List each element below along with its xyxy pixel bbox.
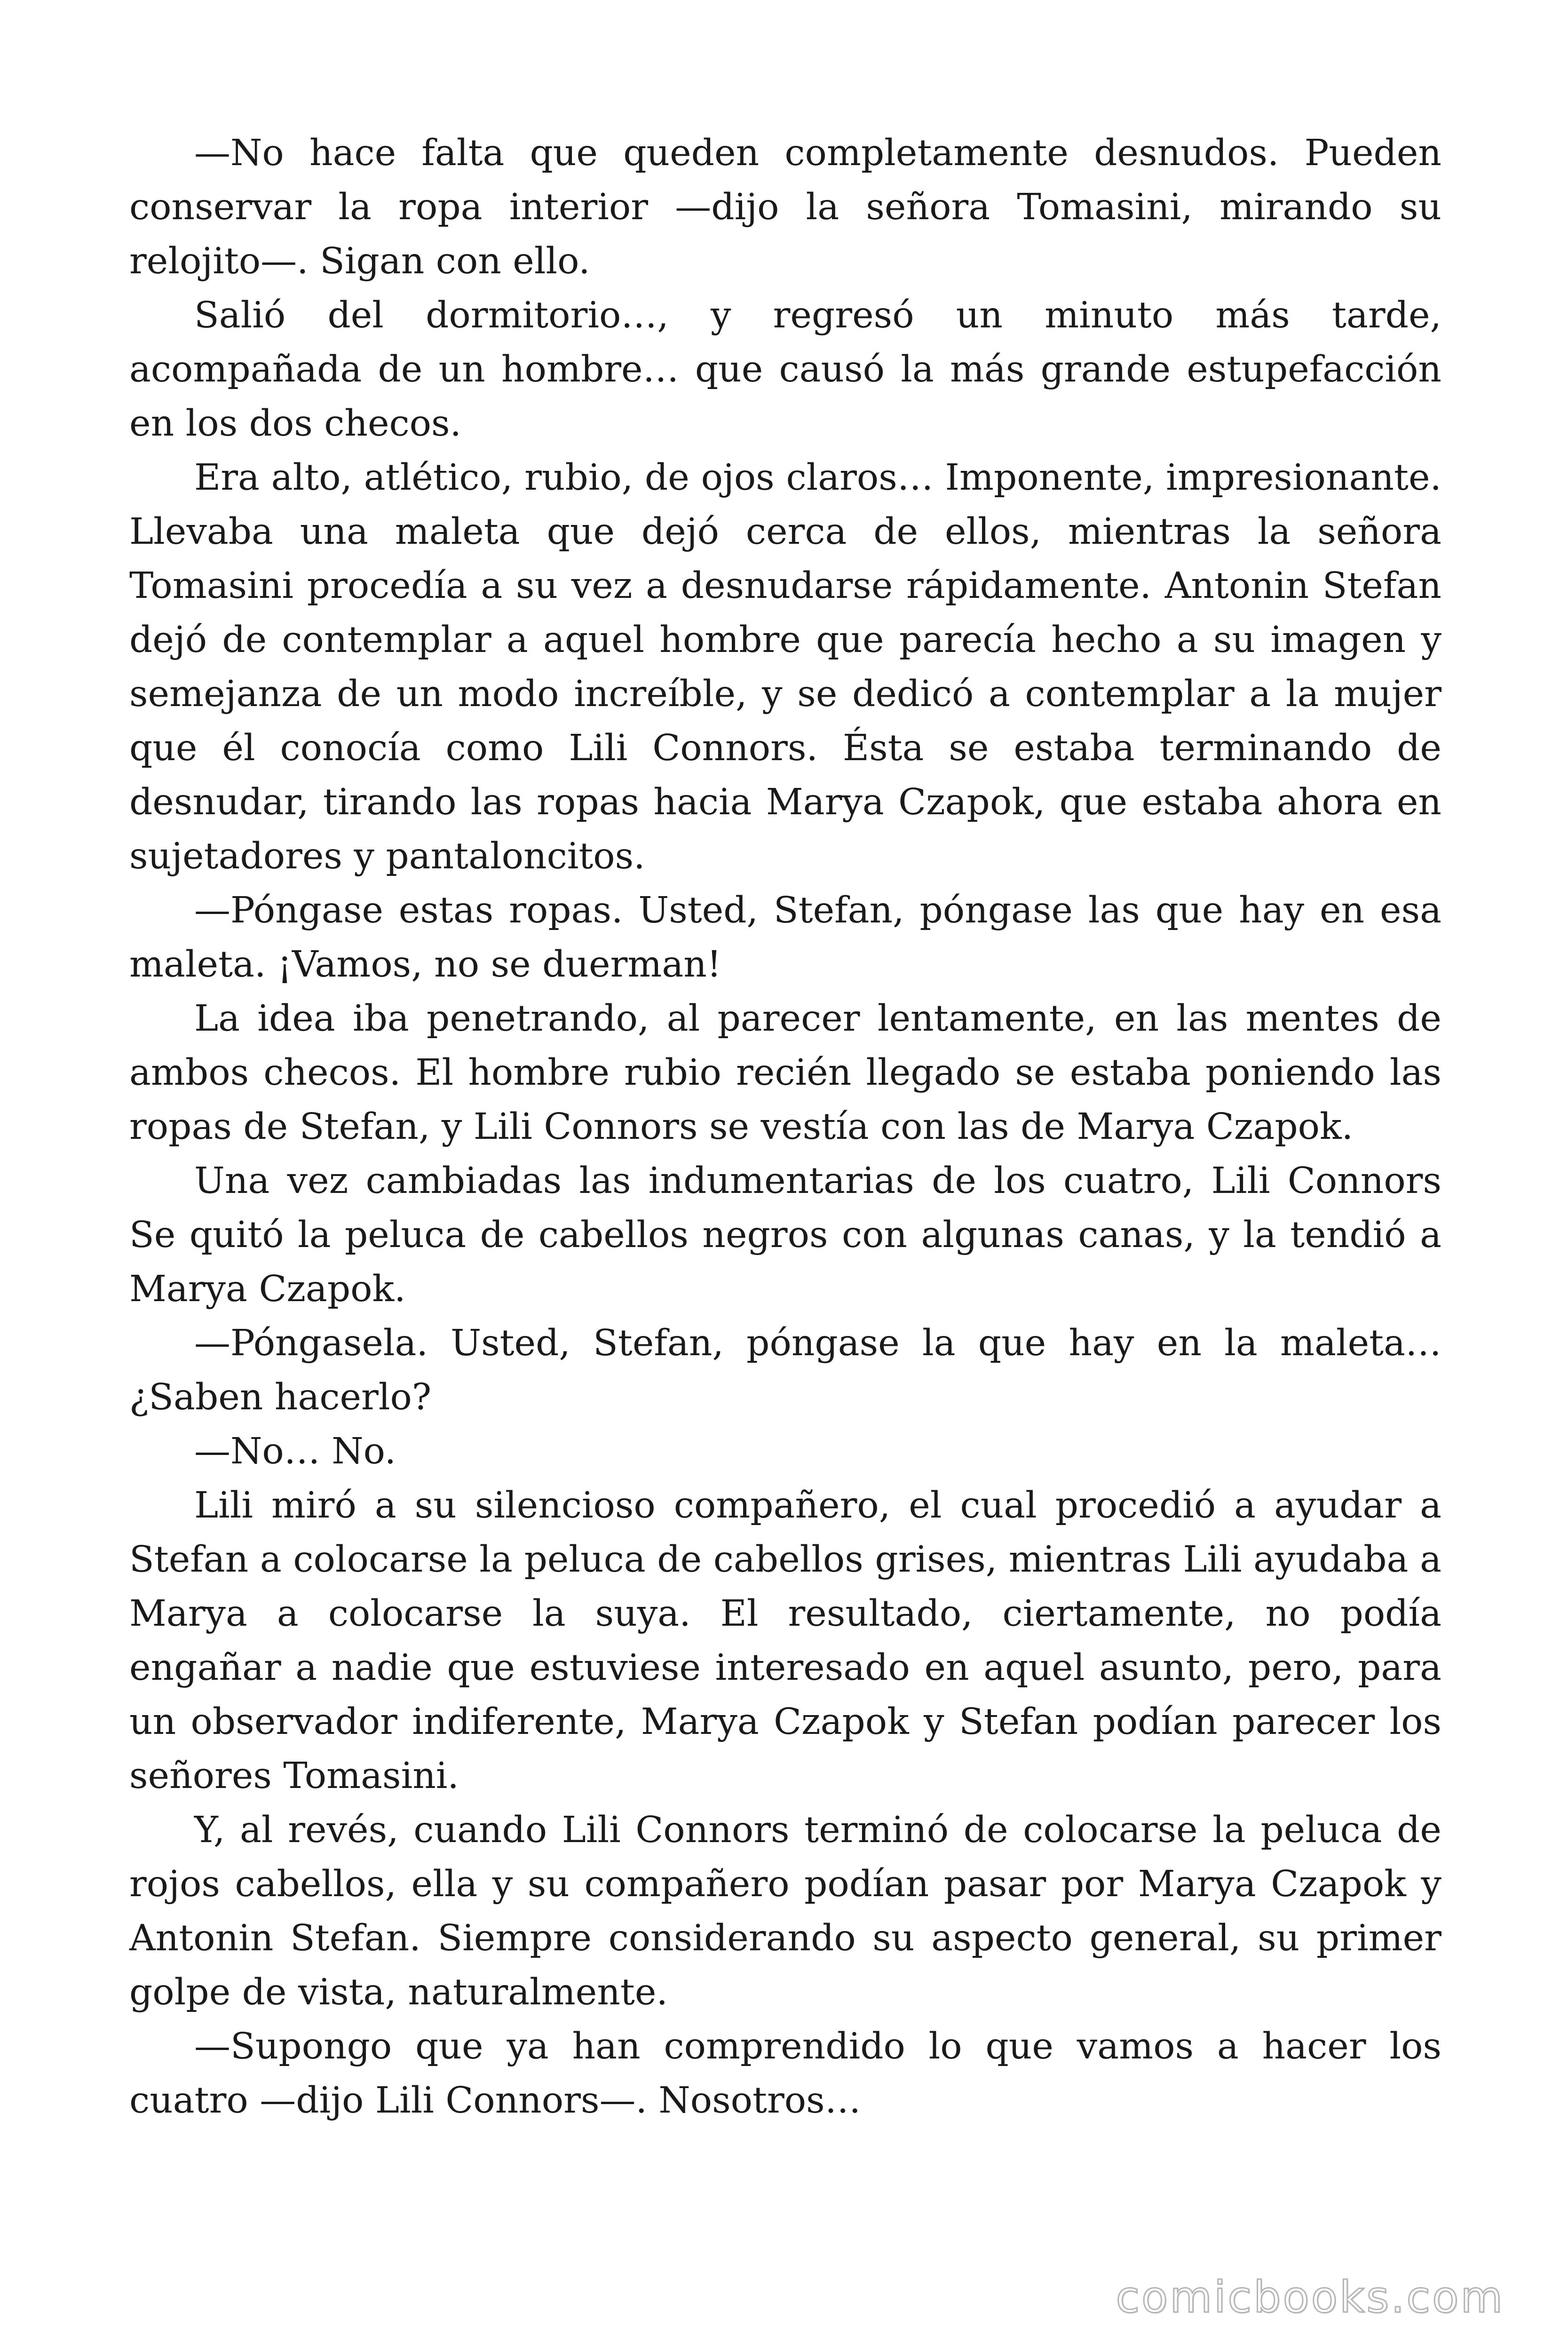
paragraph-5: La idea iba penetrando, al parecer lentamente, en las mentes de ambos checos. El hombre rubio recién llegado se estaba poniendo las ropas de Stefan, y Lili Connors se vestía con las de Marya Czapok. xyxy=(129,998,1441,1148)
paragraph-4: —Póngase estas ropas. Usted, Stefan, póngase las que hay en esa maleta. ¡Vamos, no se duerman! xyxy=(129,890,1441,985)
body-text xyxy=(129,126,1441,2128)
paragraph-8: —No… No. xyxy=(194,1430,396,1472)
paragraph-7: —Póngasela. Usted, Stefan, póngase la que hay en la maleta… ¿Saben hacerlo? xyxy=(129,1322,1441,1418)
paragraph-9: Lili miró a su silencioso compañero, el cual procedió a ayudar a Stefan a colocarse la peluca de cabellos grises, mientras Lili ayudaba a Marya a colocarse la suya. El resultado, ciertamente, no podía engañar a nadie que estuviese interesado en aquel asunto, pero, para un observador indiferente, Marya Czapok y Stefan podían parecer los señores Tomasini. xyxy=(129,1485,1441,1797)
paragraph-11: —Supongo que ya han comprendido lo que vamos a hacer los cuatro —dijo Lili Connors—. Nosotros… xyxy=(129,2026,1441,2122)
paragraph-1: —No hace falta que queden completamente desnudos. Pueden conservar la ropa interior —dijo la señora Tomasini, mirando su relojito—. Sigan con ello. xyxy=(129,132,1441,282)
watermark: comicbooks.com xyxy=(1116,2272,1505,2322)
paragraph-10: Y, al revés, cuando Lili Connors terminó de colocarse la peluca de rojos cabellos, ella y su compañero podían pasar por Marya Czapok y Antonin Stefan. Siempre considerando su aspecto general, su primer golpe de vista, naturalmente. xyxy=(129,1809,1441,2013)
paragraph-2: Salió del dormitorio…, y regresó un minuto más tarde, acompañada de un hombre… que causó la más grande estupefacción en los dos checos. xyxy=(129,294,1441,445)
paragraph-6: Una vez cambiadas las indumentarias de los cuatro, Lili Connors Se quitó la peluca de cabellos negros con algunas canas, y la tendió a Marya Czapok. xyxy=(129,1160,1441,1310)
paragraph-3: Era alto, atlético, rubio, de ojos claros… Imponente, impresionante. Llevaba una maleta que dejó cerca de ellos, mientras la señora Tomasini procedía a su vez a desnudarse rápidamente. Antonin Stefan dejó de contemplar a aquel hombre que parecía hecho a su imagen y semejanza de un modo increíble, y se dedicó a contemplar a la mujer que él conocía como Lili Connors. Ésta se estaba terminando de desnudar, tirando las ropas hacia Marya Czapok, que estaba ahora en sujetadores y pantaloncitos. xyxy=(129,457,1441,877)
